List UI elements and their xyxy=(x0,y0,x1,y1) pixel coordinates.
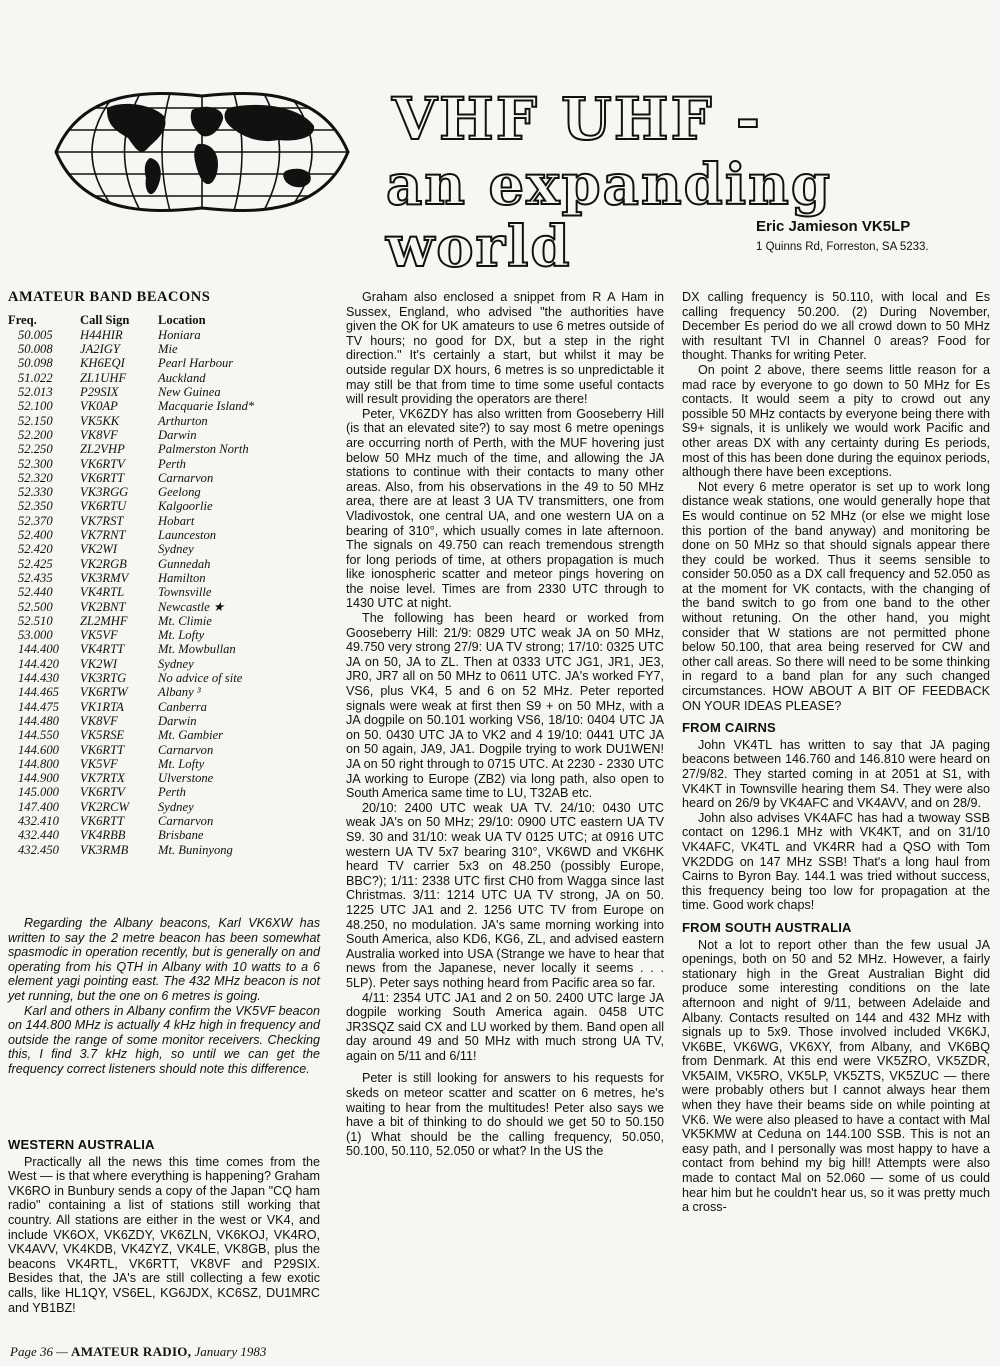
beacon-location: Mt. Buninyong xyxy=(158,842,233,857)
beacon-location: Auckland xyxy=(158,370,206,385)
beacons-heading: AMATEUR BAND BEACONS xyxy=(8,289,211,305)
issue-date: January 1983 xyxy=(194,1344,267,1359)
beacon-callsign: VK6RTU xyxy=(80,499,127,514)
beacon-row xyxy=(8,571,254,585)
beacon-row xyxy=(8,814,254,828)
beacon-location: Mt. Gambier xyxy=(158,728,224,743)
beacon-location: Mt. Lofty xyxy=(158,756,205,771)
beacon-location: Canberra xyxy=(158,699,207,714)
beacon-row xyxy=(8,371,254,385)
beacon-frequency: 52.330 xyxy=(18,485,53,500)
beacon-frequency: 52.500 xyxy=(18,599,53,614)
beacon-frequency: 52.440 xyxy=(18,585,53,600)
albany-note xyxy=(8,916,320,1077)
beacon-callsign: VK2RGB xyxy=(80,556,127,571)
south-australia-heading: FROM SOUTH AUSTRALIA xyxy=(682,919,852,935)
beacon-row xyxy=(8,356,254,370)
beacon-callsign: H44HIR xyxy=(80,327,123,342)
beacons-table xyxy=(8,313,254,857)
beacon-frequency: 144.800 xyxy=(18,756,59,771)
beacon-callsign: VK6RTV xyxy=(80,785,125,800)
beacon-callsign: VK2WI xyxy=(80,656,118,671)
beacon-location: Mie xyxy=(158,342,178,357)
beacon-callsign: VK5VF xyxy=(80,628,118,643)
beacon-frequency: 432.410 xyxy=(18,813,59,828)
beacon-location: Brisbane xyxy=(158,828,204,843)
beacon-location: Pearl Harbour xyxy=(158,356,234,371)
beacon-frequency: 144.430 xyxy=(18,671,59,686)
beacon-location: Hobart xyxy=(158,513,195,528)
beacon-callsign: VK6RTT xyxy=(80,742,125,757)
body-paragraph: John also advises VK4AFC has had a twoway SSB contact on 1296.1 MHz with VK4KT, and on 31/10 VK4AFC, VK4TL and VK4RR had a QSO with Tom VK2DDG on 147 MHz SSB! That's a long haul from Cairns to Byron Bay. 144.1 was tried without success, this frequency being too low for propagation at the time. Good work chaps! xyxy=(682,810,990,913)
beacon-frequency: 144.400 xyxy=(18,642,59,657)
western-australia-section xyxy=(8,1138,320,1315)
beacon-row xyxy=(8,785,254,799)
beacon-row xyxy=(8,328,254,342)
beacon-frequency: 144.480 xyxy=(18,713,59,728)
globe-logo xyxy=(52,86,352,218)
body-paragraph: Not every 6 metre operator is set up to work long distance weak stations, one would generally hope that Es would continue on 52 MHz (or else we might lose this portion of the band anyway) and monitoring be done on 50 MHz so that should signals appear there they could be worked. Thus it seems sensible to consider 50.050 as a DX call frequency and 52.050 as at the moment for VK contacts, with the changing of the band switch to go from one band to the other without retuning. On the other hand, you might consider that W stations are not permitted phone below 50.100, that area being reserved for CW and other call areas. So there will need to be some thinking in regard to a band plan for any such changed circumstances. HOW ABOUT A BIT OF FEEDBACK ON YOUR IDEAS PLEASE? xyxy=(682,479,990,713)
western-australia-heading: WESTERN AUSTRALIA xyxy=(8,1137,155,1152)
body-paragraph: On point 2 above, there seems little reason for a mad race by everyone to go down to 50 MHz for Es contacts. It would seem a pity to crowd out any possible 50 MHz contacts by everyone being there with S9+ signals, it is unlikely we would work Pacific and other areas DX with any certainty during Es periods, most of this has been done during the equinox periods, although there have been exceptions. xyxy=(682,362,991,480)
beacon-location: Carnarvon xyxy=(158,470,214,485)
beacon-location: Sydney xyxy=(158,542,194,557)
beacon-callsign: ZL1UHF xyxy=(80,370,127,385)
western-australia-paragraph: Practically all the news this time comes from the West — is that where everything is happening? Graham VK6RO in Bunbury sends a copy of the Japan "CQ ham radio" containing a list of stations still working that country. All stations are either in the west or VK4, and include VK6OX, VK6ZDY, VK6ZLN, VK6KOJ, VK4RO, VK4AVV, VK4KDB, VK4ZYZ, VK4LE, VK8GB, plus the beacons VK4RTL, VK6RTT, VK8VF and P29SIX. Besides that, the JA's are still collecting a few exotic calls, like HL1QY, VS6EL, KG6JDX, KC6SZ, DU1MRC and YB1BZ! xyxy=(8,1154,320,1315)
magazine-name: AMATEUR RADIO, xyxy=(71,1344,192,1359)
beacon-location: Sydney xyxy=(158,656,194,671)
beacon-location: New Guinea xyxy=(158,385,221,400)
beacon-callsign: VK4RTT xyxy=(80,642,125,657)
beacon-callsign: VK2BNT xyxy=(80,599,126,614)
beacon-row xyxy=(8,685,254,699)
beacon-frequency: 52.350 xyxy=(18,499,53,514)
beacon-location: No advice of site xyxy=(158,671,243,686)
body-paragraph: 20/10: 2400 UTC weak UA TV. 24/10: 0430 UTC weak JA's on 50 MHz; 29/10: 0900 UTC eastern UA TV S9. 30 and 31/10: weak UA TV 0125 UTC; at 0916 UTC western UA TV 5x7 bearing 310°, VK6WD and VK6HK heard TV carrier 5x3 on 48.250 (possibly Europe, BBC?); 1/11: 2338 UTC first CH0 from Wagga since last Christmas. 3/11: 1214 UTC UA TV strong, JA on 50. 1225 UTC JA1 and 2. 1256 UTC TV from Europe on 48.250, no modulation. JA's same morning working into South America, also KD6, KG6, ZL, and advised eastern Australia worked into USA (Strange we have to hear that news from the Japanese, never locally it seems . . . 5LP). Peter says nothing heard from Pacific area so far. xyxy=(346,800,664,990)
beacon-location: Gunnedah xyxy=(158,556,211,571)
body-paragraph: Peter is still looking for answers to his requests for skeds on meteor scatter and scatter on 6 metres, he's waiting to hear from the multitudes! Peter also says we have a bit of thinking to do should we get 50 to 50.150 (1) What should be the calling frequency, 50.050, 50.100, 50.110, 52.050 or what? In the US the xyxy=(346,1071,664,1159)
beacon-callsign: VK2WI xyxy=(80,542,118,557)
body-paragraph: DX calling frequency is 50.110, with local and Es calling frequency 50.200. (2) During November, December Es period do we all crowd down to 50 MHz with resultant TVI in Channel 0 areas? Food for thought. Thanks for writing Peter. xyxy=(682,290,990,363)
beacon-callsign: ZL2MHF xyxy=(80,613,128,628)
beacon-callsign: ZL2VHP xyxy=(80,442,125,457)
beacon-row xyxy=(8,585,254,599)
beacon-location: Honiara xyxy=(158,327,201,342)
beacon-callsign: VK3RMV xyxy=(80,570,129,585)
beacon-callsign: VK4RTL xyxy=(80,585,125,600)
beacon-frequency: 52.435 xyxy=(18,570,53,585)
beacon-row xyxy=(8,800,254,814)
beacon-frequency: 52.425 xyxy=(18,556,53,571)
beacon-row xyxy=(8,728,254,742)
beacons-header-row xyxy=(8,313,254,328)
beacon-callsign: VK8VF xyxy=(80,713,118,728)
albany-paragraph: Karl and others in Albany confirm the VK5VF beacon on 144.800 MHz is actually 4 kHz high in frequency and outside the range of some monitor receivers. Checking this, I find 3.7 kHz high, so until we can get the frequency correct listeners should note this difference. xyxy=(8,1003,320,1076)
body-paragraph: Graham also enclosed a snippet from R A Ham in Sussex, England, who advised "the authorities have given the OK for UK amateurs to use 6 metres outside of TV hours; no good for DX, but a step in the right direction." It's certainly a start, but whilst it may be outside regular DX hours, 6 metres is so unpredictable it may still be that from time to time some useful contacts will result providing the operators are there! xyxy=(346,290,664,407)
beacon-callsign: JA2IGY xyxy=(80,342,120,357)
beacon-row xyxy=(8,385,254,399)
beacon-row xyxy=(8,514,254,528)
beacon-frequency: 144.600 xyxy=(18,742,59,757)
beacon-location: Sydney xyxy=(158,799,194,814)
beacons-body xyxy=(8,328,254,857)
beacon-row xyxy=(8,743,254,757)
author-address: 1 Quinns Rd, Forreston, SA 5233. xyxy=(756,241,929,253)
beacon-row xyxy=(8,528,254,542)
beacon-callsign: VK7RNT xyxy=(80,528,126,543)
beacon-row xyxy=(8,671,254,685)
beacon-location: Ulverstone xyxy=(158,771,214,786)
beacon-row xyxy=(8,342,254,356)
beacon-callsign: VK6RTW xyxy=(80,685,128,700)
beacon-frequency: 52.100 xyxy=(18,399,53,414)
beacon-row xyxy=(8,757,254,771)
beacon-location: Newcastle ★ xyxy=(158,599,225,614)
beacon-location: Darwin xyxy=(158,427,197,442)
beacon-location: Carnarvon xyxy=(158,813,214,828)
beacon-callsign: VK5VF xyxy=(80,756,118,771)
beacon-frequency: 52.420 xyxy=(18,542,53,557)
beacon-row xyxy=(8,628,254,642)
beacon-row xyxy=(8,542,254,556)
beacon-frequency: 52.370 xyxy=(18,513,53,528)
beacon-callsign: VK5KK xyxy=(80,413,120,428)
beacon-frequency: 50.098 xyxy=(18,356,53,371)
beacon-row xyxy=(8,771,254,785)
beacon-frequency: 144.900 xyxy=(18,771,59,786)
beacon-location: Launceston xyxy=(158,528,217,543)
beacons-section xyxy=(8,290,320,857)
column-3 xyxy=(682,290,990,1215)
beacon-frequency: 52.320 xyxy=(18,470,53,485)
beacon-frequency: 52.250 xyxy=(18,442,53,457)
beacon-location: Darwin xyxy=(158,713,197,728)
beacon-callsign: VK8VF xyxy=(80,427,118,442)
beacon-frequency: 52.200 xyxy=(18,427,53,442)
beacon-frequency: 144.465 xyxy=(18,685,59,700)
beacon-callsign: VK6RTT xyxy=(80,813,125,828)
beacon-callsign: VK6RTV xyxy=(80,456,125,471)
beacon-row xyxy=(8,657,254,671)
col-call-header: Call Sign xyxy=(80,312,130,327)
beacon-callsign: P29SIX xyxy=(80,385,119,400)
beacon-row xyxy=(8,442,254,456)
beacon-location: Mt. Lofty xyxy=(158,628,205,643)
beacon-row xyxy=(8,428,254,442)
beacon-row xyxy=(8,828,254,842)
beacon-row xyxy=(8,457,254,471)
beacon-row xyxy=(8,600,254,614)
beacon-row xyxy=(8,843,254,857)
beacon-location: Mt. Mowbullan xyxy=(158,642,236,657)
beacon-row xyxy=(8,700,254,714)
beacon-callsign: VK7RTX xyxy=(80,771,125,786)
beacon-frequency: 52.510 xyxy=(18,613,53,628)
beacon-location: Mt. Climie xyxy=(158,613,212,628)
beacon-row xyxy=(8,714,254,728)
beacon-row xyxy=(8,485,254,499)
beacon-frequency: 432.440 xyxy=(18,828,59,843)
beacon-frequency: 53.000 xyxy=(18,628,53,643)
byline xyxy=(756,218,986,254)
beacon-callsign: VK6RTT xyxy=(80,470,125,485)
beacon-callsign: VK2RCW xyxy=(80,799,129,814)
beacon-row xyxy=(8,614,254,628)
beacon-frequency: 52.300 xyxy=(18,456,53,471)
beacon-frequency: 52.150 xyxy=(18,413,53,428)
beacon-row xyxy=(8,557,254,571)
beacon-row xyxy=(8,399,254,413)
beacon-location: Macquarie Island* xyxy=(158,399,255,414)
beacon-callsign: VK0AP xyxy=(80,399,118,414)
col-freq-header: Freq. xyxy=(8,312,37,327)
title-line-2: an expanding world xyxy=(386,152,832,280)
beacon-callsign: VK4RBB xyxy=(80,828,126,843)
body-paragraph: The following has been heard or worked from Gooseberry Hill: 21/9: 0829 UTC weak JA on 50 MHz, 49.750 very strong 27/9: UA TV strong; 17/10: 0325 UTC JA on 50, JA to ZL. Then at 0333 UTC JG1, JR1, JE3, JR0, JR7 all on 50 MHz to 0611 UTC. JA's worked FY7, VS6, plus VK4, 5 and 6 on 52 MHz. Peter reported signals were weak at first then S9 + on 50 MHz, with a JA dogpile on 50.101 working VS6, 18/10: 0404 UTC JA on 50. 0430 UTC JA to VK2 and 4 19/10: 0441 UTC JA on 50 again, JA9, JA1. Dogpile trying to work DU1WEN! JA on 50 right through to 0715 UTC. At 2230 - 2330 UTC JA working to Europe (ZB2) via long path, also open to South America same time to LU, T32AB etc. xyxy=(346,611,664,801)
beacon-frequency: 144.550 xyxy=(18,728,59,743)
beacon-location: Carnarvon xyxy=(158,742,214,757)
page-number: Page 36 — xyxy=(10,1344,68,1359)
cairns-heading: FROM CAIRNS xyxy=(682,720,776,736)
col-location-header: Location xyxy=(158,312,206,327)
beacon-location: Hamilton xyxy=(158,570,206,585)
body-paragraph: Peter, VK6ZDY has also written from Gooseberry Hill (is that an elevated site?) to say most 6 metre openings are occurring north of Perth, with the MUF hovering just below 50 MHz much of the time, and allowing the JA stations to continue with their contacts to many other areas. Also, from his observations in the 49 to 50 MHz area, there are at least 3 UA TV transmitters, one from Vladivostok, one central UA, and one western UA on a bearing of 310°, which usually comes in late afternoon. The signals on 49.750 can reach tremendous strength for long periods of time, at others propagation is much like ionospheric scatter and meteor pings hovering on the noise level. Times are from 2330 UTC through to 1430 UTC at night. xyxy=(346,406,664,611)
beacon-frequency: 144.420 xyxy=(18,656,59,671)
beacon-frequency: 52.400 xyxy=(18,528,53,543)
albany-paragraph: Regarding the Albany beacons, Karl VK6XW has written to say the 2 metre beacon has been somewhat spasmodic in operation recently, but is generally on and operating from his QTH in Albany with 10 watts to a 6 element yagi pointing east. The 432 MHz beacon is not yet running, but the one on 6 metres is going. xyxy=(8,916,320,1003)
beacon-location: Kalgoorlie xyxy=(158,499,213,514)
beacon-callsign: VK1RTA xyxy=(80,699,124,714)
author-name: Eric Jamieson VK5LP xyxy=(756,218,911,235)
body-paragraph: Not a lot to report other than the few usual JA openings, both on 50 and 52 MHz. However, a fairly stationary high in the Great Australian Bight did produce some interesting conditions on the late afternoon and night of 9/11, between Adelaide and Albany. Contacts resulted on 144 and 432 MHz with signals up to 5x9. Those involved included VK6KJ, VK6BE, VK6WG, VK6XY, from Albany, and VK6BQ from Denmark. At this end were VK5ZRO, VK5ZDR, VK5AIM, VK5RO, VK5LP, VK5ZTS, VK5ZUC — there were probably others but I cannot always hear them when they have their beams side on while pointing at VK6. We were also pleased to have a contact with Mal VK5KMW at Ceduna on 144.100 SSB. This is not an easy path, and I personally was most happy to have a contact from behind my big hill! Attempts were also made to contact Mal on 52.060 — some of us could hear him but he couldn't hear us, so it was pretty much a cross- xyxy=(682,937,990,1215)
beacon-callsign: VK7RST xyxy=(80,513,124,528)
beacon-location: Townsville xyxy=(158,585,212,600)
beacon-callsign: KH6EQI xyxy=(80,356,125,371)
beacon-callsign: VK5RSE xyxy=(80,728,125,743)
column-2 xyxy=(346,290,664,1159)
beacon-location: Geelong xyxy=(158,485,201,500)
beacon-frequency: 144.475 xyxy=(18,699,59,714)
beacon-callsign: VK3RTG xyxy=(80,671,127,686)
beacon-frequency: 145.000 xyxy=(18,785,59,800)
beacon-frequency: 147.400 xyxy=(18,799,59,814)
beacon-location: Perth xyxy=(158,456,186,471)
beacon-frequency: 51.022 xyxy=(18,370,53,385)
beacon-callsign: VK3RGG xyxy=(80,485,129,500)
beacon-row xyxy=(8,471,254,485)
beacon-location: Albany ³ xyxy=(158,685,201,700)
body-paragraph: 4/11: 2354 UTC JA1 and 2 on 50. 2400 UTC large JA dogpile working South America again. 0458 UTC JR3SQZ said CX and LU worked by them. Band open all day around 49 and 50 MHz with much strong UA TV, again on 5/11 and 6/11! xyxy=(346,990,664,1063)
beacon-location: Perth xyxy=(158,785,186,800)
page-footer xyxy=(10,1344,266,1360)
title-line-1: VHF UHF - xyxy=(392,85,762,153)
beacon-row xyxy=(8,499,254,513)
beacon-location: Arthurton xyxy=(158,413,208,428)
beacon-location: Palmerston North xyxy=(158,442,249,457)
beacon-row xyxy=(8,414,254,428)
beacon-frequency: 50.005 xyxy=(18,327,53,342)
beacon-frequency: 432.450 xyxy=(18,842,59,857)
beacon-frequency: 52.013 xyxy=(18,385,53,400)
body-paragraph: John VK4TL has written to say that JA paging beacons between 146.760 and 146.810 were heard on 27/9/82. They started coming in at 2051 at S1, with VK4KT in Townsville hearing them S4. They were also heard on 26/9 by VK4AFC and VK4AVV, and on 28/9. xyxy=(682,737,990,811)
beacon-callsign: VK3RMB xyxy=(80,842,129,857)
beacon-frequency: 50.008 xyxy=(18,342,53,357)
beacon-row xyxy=(8,642,254,656)
